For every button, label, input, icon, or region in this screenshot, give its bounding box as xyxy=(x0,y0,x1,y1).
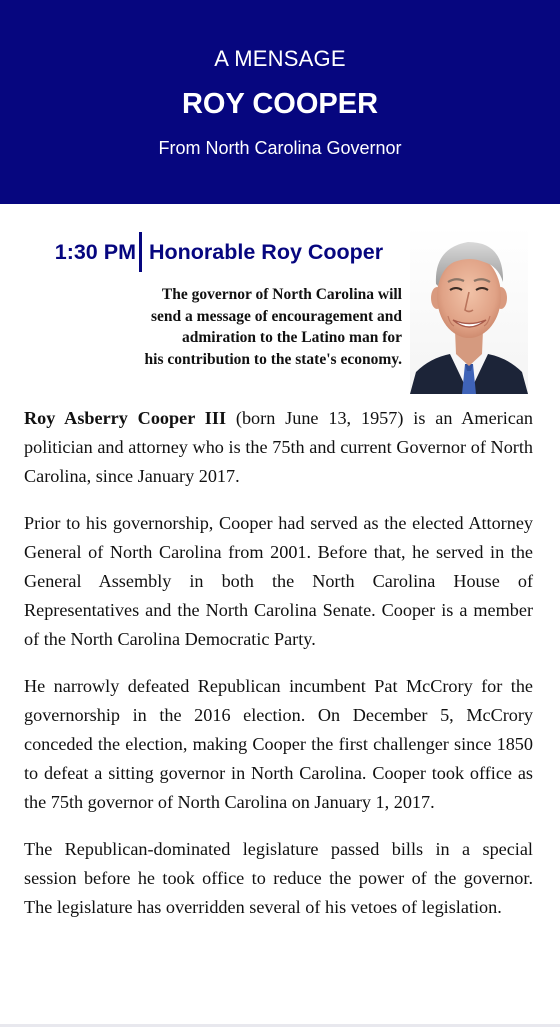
bio-paragraph: Prior to his governorship, Cooper had served as the elected Attorney General of North Carolina from 2001. Before that, he served in the General Assembly in both the North Carolina House of Representatives and the North Carolina Senate. Cooper is a member of the North Carolina Democratic Party. xyxy=(24,512,533,650)
summary-line: send a message of encouragement and xyxy=(151,307,402,325)
session-speaker: Honorable Roy Cooper xyxy=(149,240,384,264)
session-time: 1:30 PM xyxy=(54,240,136,264)
header-subtitle: From North Carolina Governor xyxy=(158,138,402,158)
biography xyxy=(24,404,533,939)
summary-line: The governor of North Carolina will xyxy=(161,286,402,303)
summary-line: his contribution to the state's economy. xyxy=(144,350,402,368)
bio-paragraph: He narrowly defeated Republican incumbent Pat McCrory for the governorship in the 2016 election. On December 5, McCrory conceded the election, making Cooper the first challenger since 1850 to defeat a sitting governor in North Carolina. Cooper took office as the 75th governor of North Carolina on January 1, 2017. xyxy=(24,675,533,813)
bio-paragraph: The Republican-dominated legislature passed bills in a special session before he took office to reduce the power of the governor. The legislature has overridden several of his vetoes of legislation. xyxy=(24,838,533,918)
session-heading xyxy=(0,228,404,276)
bio-paragraph xyxy=(24,404,533,492)
summary-line: admiration to the Latino man for xyxy=(181,329,402,346)
header-banner xyxy=(0,0,560,204)
portrait-photo xyxy=(410,226,528,394)
bio-subject-name: Roy Asberry Cooper III xyxy=(24,408,227,428)
session-summary xyxy=(60,284,402,370)
bio-paragraph-text: (born June 13, 1957) is an American politician and attorney who is the 75th and current Governor of North Carolina, since January 2017. xyxy=(24,408,533,487)
header-name: ROY COOPER xyxy=(181,88,379,120)
session-divider xyxy=(139,232,142,272)
header-kicker: A MENSAGE xyxy=(214,46,346,71)
